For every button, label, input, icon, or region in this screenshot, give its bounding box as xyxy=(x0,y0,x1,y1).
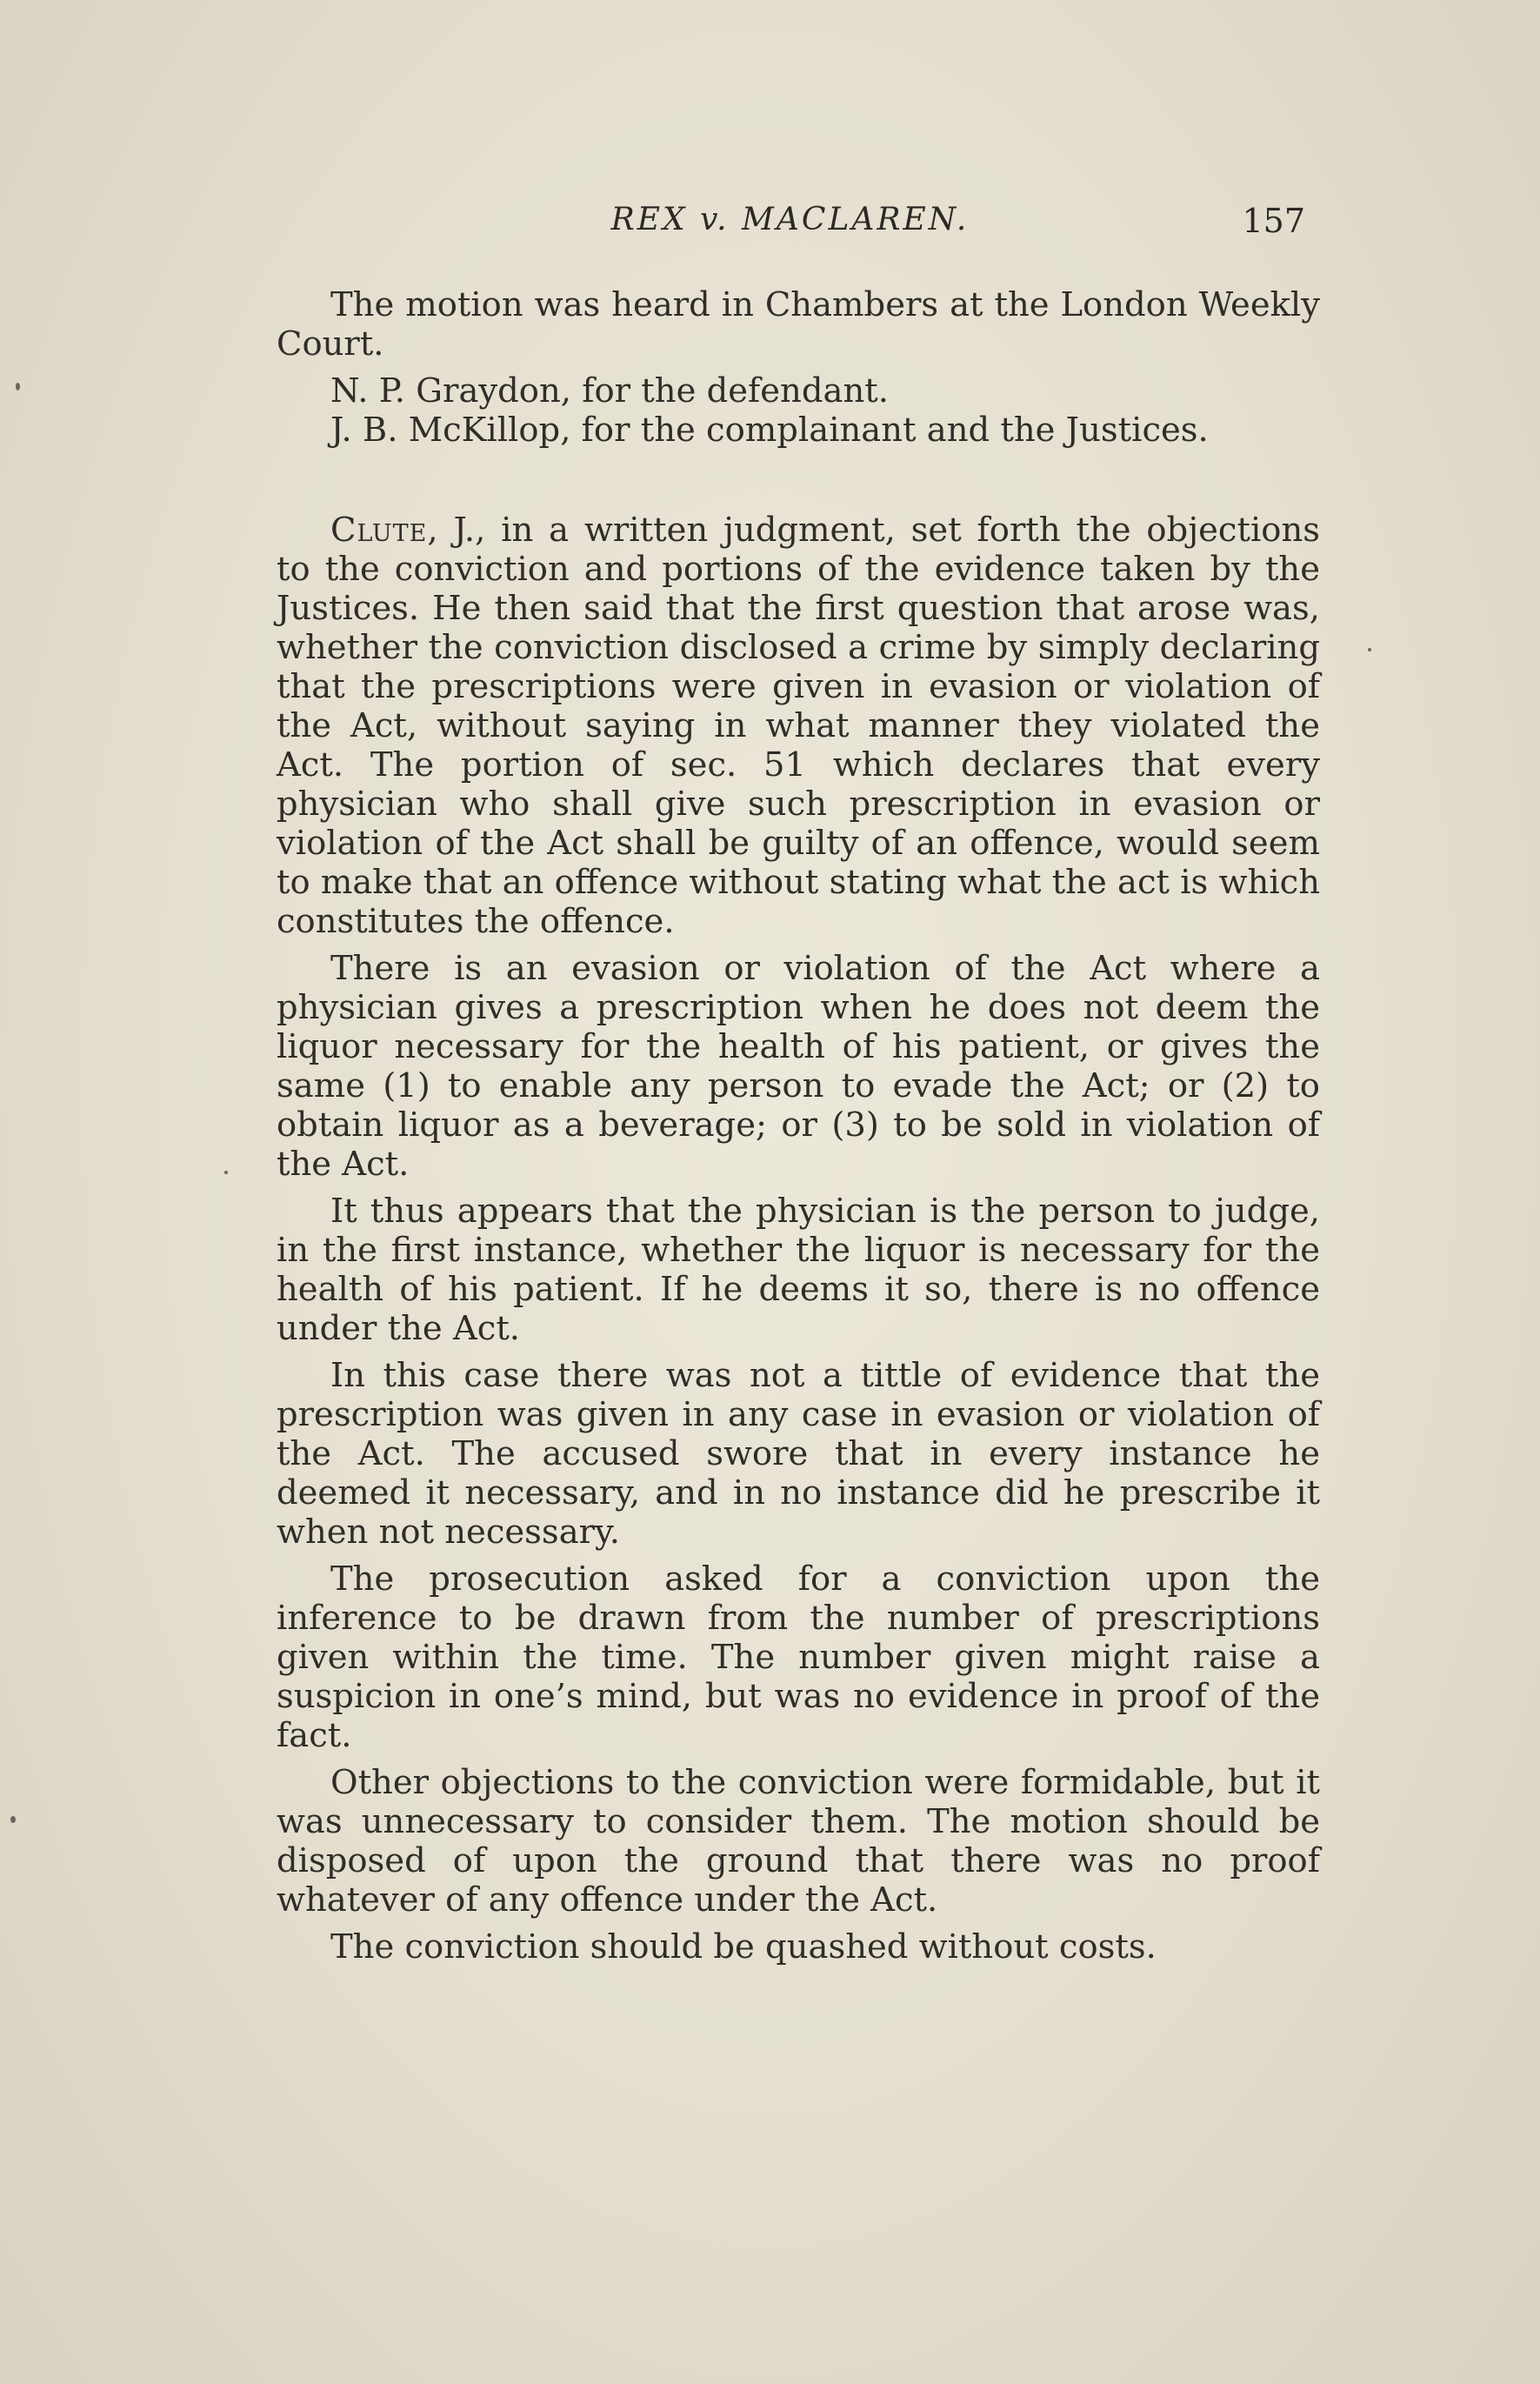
paragraph: The prosecution asked for a conviction upon the inference to be drawn from the number of prescriptions given within the time. The number given might raise a suspicion in one’s mind, but was no evidence in proof of the fact. xyxy=(277,1559,1320,1755)
body-text xyxy=(277,285,1320,1974)
paper-speck xyxy=(224,1171,228,1174)
paragraph: The conviction should be quashed without costs. xyxy=(330,1927,1157,1967)
paragraph: Other objections to the conviction were formidable, but it was unnecessary to consider them. The motion should be disposed of upon the ground that there was no proof whatever of any offence under the Act. xyxy=(277,1763,1320,1920)
paragraph: In this case there was not a tittle of evidence that the prescription was given in any case in evasion or violation of the Act. The accused swore that in every instance he deemed it necessary, and in no instance did he prescribe it when not necessary. xyxy=(277,1356,1320,1552)
judge-name: Clute xyxy=(330,511,428,550)
paper-speck xyxy=(16,383,20,391)
counsel-defendant: N. P. Graydon, for the defendant. xyxy=(330,371,889,411)
page-number: 157 xyxy=(1242,202,1305,240)
page-header xyxy=(275,202,1305,247)
paper-speck xyxy=(10,1816,16,1823)
paragraph-judgment-opening xyxy=(277,511,1320,941)
paragraph: There is an evasion or violation of the Act where a physician gives a prescription when he does not deem the liquor necessary for the health of his patient, or gives the same (1) to enable any person to evade the Act; or (2) to obtain liquor as a beverage; or (3) to be sold in violation of the Act. xyxy=(277,949,1320,1184)
paragraph-heard: The motion was heard in Chambers at the London Weekly Court. xyxy=(277,285,1320,364)
judgment-opening-text: , J., in a written judgment, set forth the objections to the conviction and portions of the evidence taken by the Justices. He then said that the first question that arose was, whether the conviction disclosed a crime by simply declaring that the prescriptions were given in evasion or violation of the Act, without saying in what manner they violated the Act. The portion of sec. 51 which declares that every physician who shall give such prescription in evasion or violation of the Act shall be guilty of an offence, would seem to make that an offence without stating what the act is which constitutes the offence. xyxy=(277,511,1320,941)
paper-speck xyxy=(1368,648,1371,651)
paragraph: It thus appears that the physician is the person to judge, in the first instance, whether the liquor is necessary for the health of his patient. If he deems it so, there is no offence under the Act. xyxy=(277,1192,1320,1348)
running-title: REX v. MACLAREN. xyxy=(610,202,970,237)
counsel-complainant: J. B. McKillop, for the complainant and the Justices. xyxy=(330,411,1209,450)
